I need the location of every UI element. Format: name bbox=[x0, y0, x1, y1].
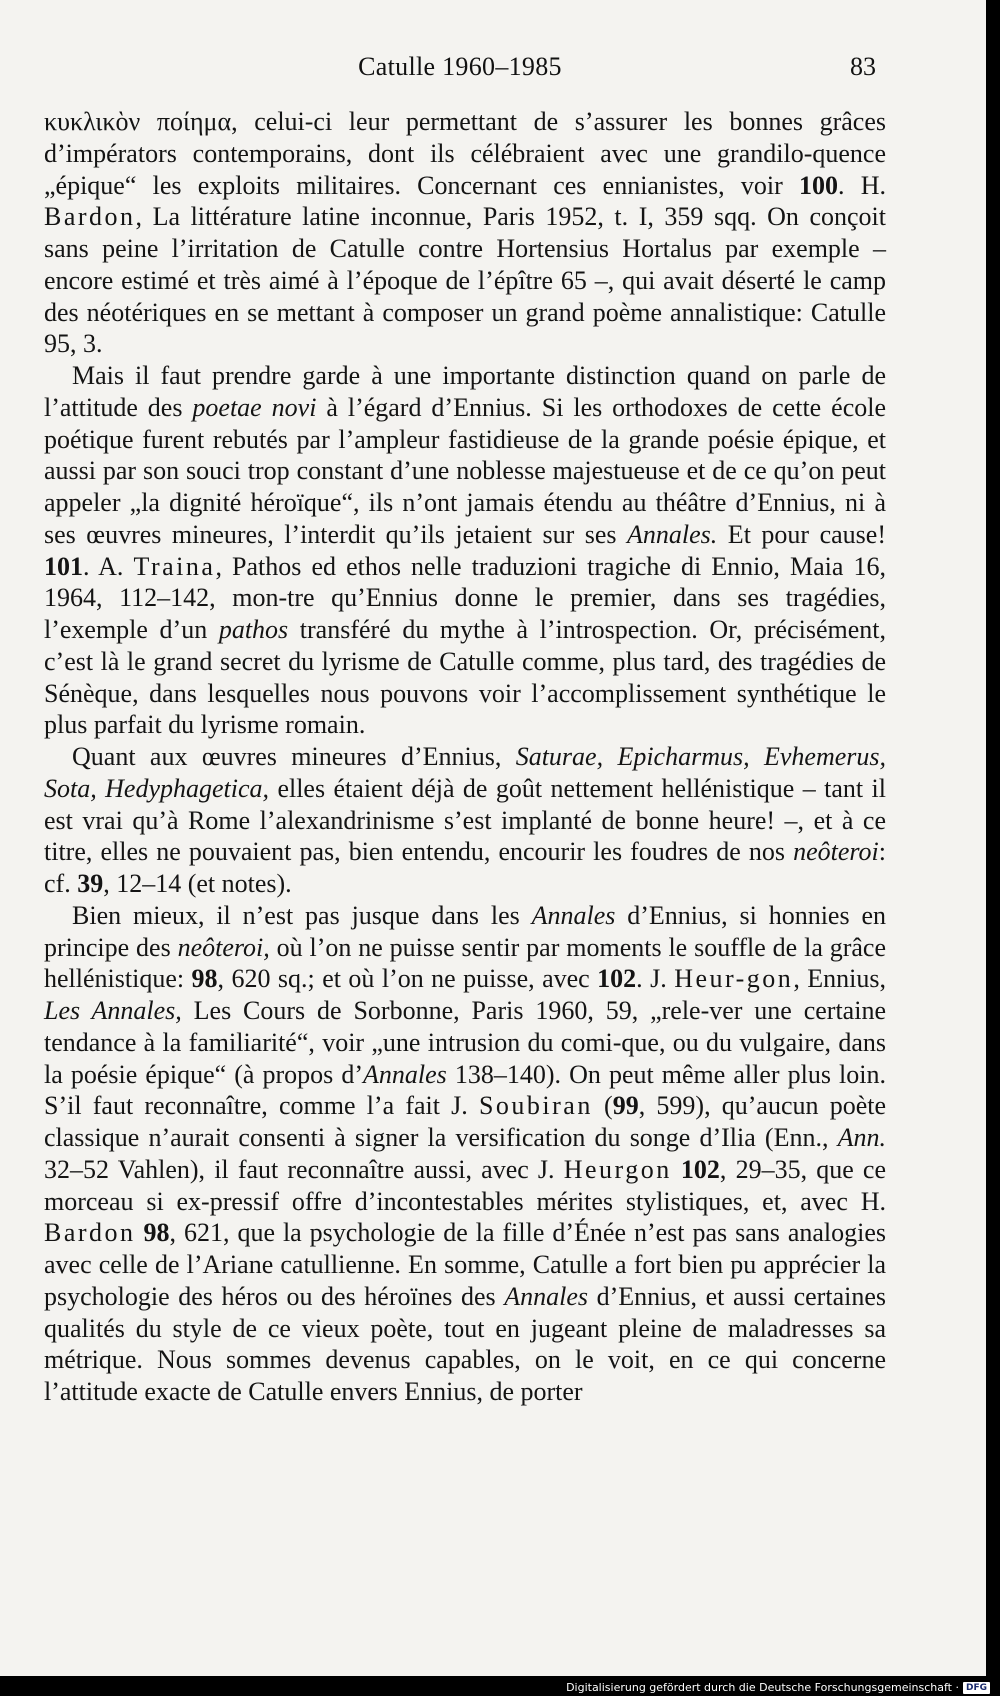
text-run: Mais il faut prendre garde à une importante distinction quand on parle de l’attitude des bbox=[44, 361, 886, 422]
author-name: Heur-gon bbox=[674, 964, 794, 994]
text-run: ( bbox=[592, 1091, 613, 1121]
text-run: κυκλικὸν ποίημα, celui-ci leur permettant de s’assurer les bonnes grâces d’impérators contemporains, dont ils célébraient avec une grandilo-quence „épique“ les exploits militaires. Concernant ces ennianistes, voir bbox=[44, 107, 886, 200]
italic-text: pathos bbox=[218, 615, 289, 644]
dfg-logo-icon: DFG bbox=[963, 1682, 990, 1694]
text-run: . H. bbox=[838, 170, 886, 200]
text-run: où l’on ne puisse sentir par moments le souffle de la grâce hellénistique: bbox=[44, 932, 887, 994]
credit-text: Digitalisierung gefördert durch die Deutsche Forschungsgemeinschaft · bbox=[566, 1681, 959, 1694]
author-name: Heurgon bbox=[563, 1154, 672, 1184]
bold-reference: 98 bbox=[191, 964, 218, 994]
text-run: transféré du mythe à l’introspection. Or, précisément, c’est là le grand secret du lyrisme de Catulle comme, plus tard, des tragédies de Sénèque, dans lesquelles nous pouvons voir l’accomplissement synthétique le plus parfait du lyrisme romain. bbox=[44, 615, 886, 740]
digitization-credit bbox=[566, 1681, 990, 1694]
text-run: Et pour cause! bbox=[717, 519, 886, 549]
italic-text: Les Annales, bbox=[44, 996, 182, 1025]
italic-text: poetae novi bbox=[192, 392, 317, 422]
bold-reference: 101 bbox=[44, 551, 83, 581]
text-run: . J. bbox=[636, 964, 675, 994]
page-number: 83 bbox=[850, 52, 876, 81]
italic-text: Annales bbox=[504, 1281, 589, 1311]
text-run: , 599), qu’aucun poète classique n’aurait consenti à signer la versification du songe d’Ilia (Enn., bbox=[44, 1091, 886, 1152]
text-run: , 620 sq.; et où l’on ne puisse, avec bbox=[217, 964, 598, 994]
italic-text: Ann. bbox=[837, 1123, 886, 1152]
paragraph bbox=[44, 360, 886, 741]
bold-reference: 102 bbox=[597, 964, 637, 994]
paragraph bbox=[44, 741, 886, 900]
text-run: , 29–35, que ce morceau si ex-pressif offre d’incontestables mérites stylistiques, et, avec H. bbox=[44, 1154, 887, 1216]
text-run: 32–52 Vahlen), il faut reconnaître aussi, avec J. bbox=[44, 1154, 564, 1184]
italic-text: neôteroi, bbox=[177, 932, 270, 962]
author-name: Bardon bbox=[44, 202, 136, 232]
text-run: : cf. bbox=[44, 837, 886, 898]
italic-text: Annales. bbox=[627, 519, 718, 549]
text-run: Quant aux œuvres mineures d’Ennius, bbox=[72, 742, 516, 771]
text-run: elles étaient déjà de goût nettement hellénistique – tant il est vrai qu’à Rome l’alexandrinisme s’est implanté de bonne heure! –, et à ce titre, elles ne pouvaient pas, bien entendu, encourir les foudres de nos bbox=[44, 773, 887, 867]
paragraph bbox=[44, 106, 886, 360]
text-run: d’Ennius, si honnies en principe des bbox=[44, 900, 886, 962]
bold-reference: 39 bbox=[77, 869, 104, 898]
paragraph bbox=[44, 900, 886, 1408]
text-run: 138–140). On peut même aller plus loin. S’il faut reconnaître, comme l’a fait J. bbox=[44, 1059, 886, 1121]
text-run: . A. bbox=[83, 551, 134, 581]
running-title: Catulle 1960–1985 bbox=[358, 52, 562, 81]
text-run: à l’égard d’Ennius. Si les orthodoxes de cette école poétique furent rebutés par l’ampleur fastidieuse de la grande poésie épique, et aussi par son souci trop constant d’une noblesse majestueuse et de ce qu’on peut appeler „la dignité héroïque“, ils n’ont jamais étendu au théâtre d’Ennius, ni à ses œuvres mineures, l’interdit qu’ils jetaient sur ses bbox=[44, 392, 886, 549]
text-run bbox=[672, 1155, 681, 1184]
author-name: Bardon bbox=[44, 1218, 136, 1248]
text-run: , 621, que la psychologie de la fille d’Énée n’est pas sans analogies avec celle de l’Ariane catullienne. En somme, Catulle a fort bien pu apprécier la psychologie des héros ou des héroïnes des bbox=[44, 1218, 886, 1311]
bold-reference: 100 bbox=[799, 170, 838, 200]
text-run: d’Ennius, et aussi certaines qualités du style de ce vieux poète, tout en jugeant pleine de maladresses sa métrique. Nous sommes devenus capables, on le voit, en ce qui concerne l’attitude exacte de Catulle envers Ennius, de porter bbox=[44, 1281, 886, 1406]
text-run: Les Cours de Sorbonne, Paris 1960, 59, „rele-ver une certaine tendance à la familiarité“, voir „une intrusion du comi-que, ou du vulgaire, dans la poésie épique“ (à propos d’ bbox=[44, 996, 886, 1089]
italic-text: Annales bbox=[363, 1059, 447, 1089]
text-run bbox=[136, 1218, 144, 1247]
author-name: Traina bbox=[133, 551, 216, 581]
bold-reference: 98 bbox=[143, 1218, 170, 1248]
text-run: , Pathos ed ethos nelle traduzioni tragiche di Ennio, Maia 16, 1964, 112–142, mon-tre qu’Ennius donne le premier, dans ses tragédies, l’exemple d’un bbox=[44, 551, 886, 644]
text-run: Bien mieux, il n’est pas jusque dans les bbox=[72, 900, 532, 930]
text-run: , La littérature latine inconnue, Paris 1952, t. I, 359 sqq. On conçoit sans peine l’irritation de Catulle contre Hortensius Hortalus par exemple – encore estimé et très aimé à l’époque de l’épître 65 –, qui avait déserté le camp des néotériques en se mettant à composer un grand poème annalistique: Catulle 95, 3. bbox=[44, 202, 886, 359]
running-head bbox=[44, 52, 876, 86]
italic-text: Annales bbox=[531, 900, 616, 930]
italic-text: Saturae, Epicharmus, Evhemerus, Sota, Hedyphagetica, bbox=[44, 742, 886, 803]
body-text bbox=[44, 106, 886, 1408]
italic-text: neôteroi bbox=[793, 837, 879, 867]
bold-reference: 99 bbox=[612, 1091, 639, 1121]
author-name: Soubiran bbox=[478, 1091, 593, 1121]
text-run: , 12–14 (et notes). bbox=[103, 869, 292, 898]
text-run: , Ennius, bbox=[793, 964, 886, 994]
bold-reference: 102 bbox=[680, 1154, 720, 1184]
